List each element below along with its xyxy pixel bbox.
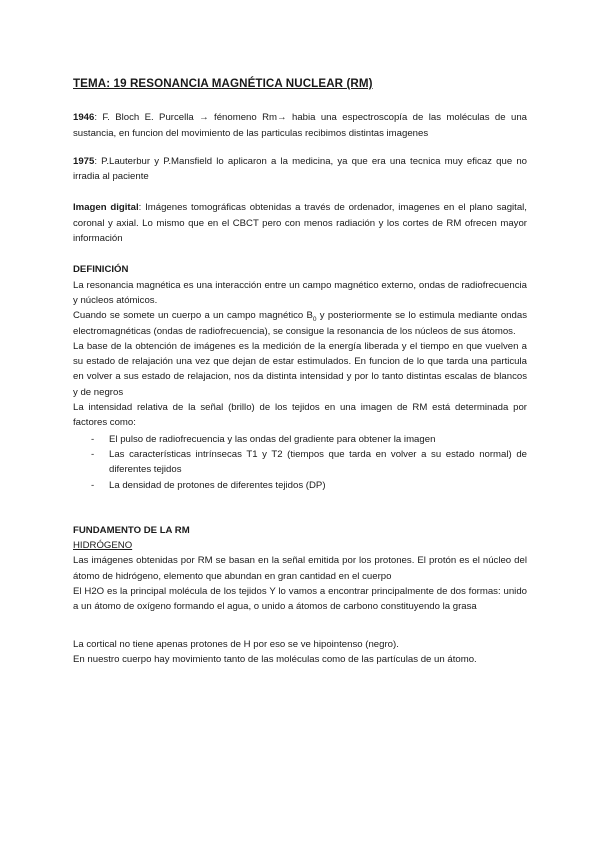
fundamento-paragraph-4: En nuestro cuerpo hay movimiento tanto de las moléculas como de las partículas de un átomo. xyxy=(73,653,477,665)
fundamento-heading: FUNDAMENTO DE LA RM xyxy=(73,524,190,536)
intro-1975-label: 1975 xyxy=(73,155,95,167)
factor-list-item: - Las características intrínsecas T1 y T2 (tiempos que tarda en volver a su estado normal) de diferentes tejidos xyxy=(73,447,527,478)
fundamento-paragraph-2: El H2O es la principal molécula de los tejidos Y lo vamos a encontrar principalmente de dos formas: unido a un átomo de oxígeno formando el agua, o unido a átomos de carbono constituyendo la grasa xyxy=(73,586,527,613)
document-body xyxy=(73,76,527,667)
factores-list xyxy=(73,432,527,493)
definicion-paragraph-4: La intensidad relativa de la señal (brillo) de los tejidos en una imagen de RM está determinada por factores como: xyxy=(73,402,527,429)
intro-1946-text: : F. Bloch E. Purcella → fénomeno Rm→ habia una espectroscopía de las moléculas de una sustancia, en funcion del movimiento de las particulas recibimos distintas imagenes xyxy=(73,112,527,139)
definicion-paragraph-2-after: y posteriormente se lo estimula mediante ondas electromagnéticas (ondas de radiofrecuencia), se consigue la resonancia de los núcleos de sus átomos. xyxy=(73,310,527,337)
definicion-paragraph-2-before: Cuando se somete un cuerpo a un campo magnético B xyxy=(73,310,313,322)
intro-1975 xyxy=(73,154,527,185)
intro-imagen-digital xyxy=(73,200,527,246)
hidrogeno-subheading: HIDRÓGENO xyxy=(73,540,133,552)
intro-1946 xyxy=(73,110,527,141)
factor-list-item: - La densidad de protones de diferentes tejidos (DP) xyxy=(73,478,527,493)
intro-1975-text: : P.Lauterbur y P.Mansfield lo aplicaron a la medicina, ya que era una tecnica muy eficaz que no irradia al paciente xyxy=(73,155,527,183)
definicion-paragraph-2 xyxy=(73,308,527,339)
factor-list-item: - El pulso de radiofrecuencia y las ondas del gradiente para obtener la imagen xyxy=(73,432,527,447)
intro-imagen-digital-text: : Imágenes tomográficas obtenidas a través de ordenador, imagenes en el plano sagital, coronal y axial. Lo mismo que en el CBCT pero con menos radiación y los cortes de RM ofrecen mayor información xyxy=(73,202,527,245)
intro-1946-label: 1946 xyxy=(73,112,95,124)
definicion-heading: DEFINICIÓN xyxy=(73,264,129,276)
document-title: TEMA: 19 RESONANCIA MAGNÉTICA NUCLEAR (RM) xyxy=(73,77,373,90)
definicion-paragraph-1: La resonancia magnética es una interacción entre un campo magnético externo, ondas de radiofrecuencia y núcleos atómicos. xyxy=(73,279,527,306)
intro-imagen-digital-label: Imagen digital xyxy=(73,202,139,214)
fundamento-paragraph-1: Las imágenes obtenidas por RM se basan en la señal emitida por los protones. El protón es el núcleo del átomo de hidrógeno, elemento que abundan en gran cantidad en el cuerpo xyxy=(73,555,527,582)
definicion-paragraph-2-subscript: 0 xyxy=(312,316,317,324)
definicion-paragraph-3: La base de la obtención de imágenes es la medición de la energía liberada y el tiempo en que vuelven a su estado de relajación una vez que dejan de estar estimulados. En funcion de lo que tarda una particula en volver a sus estado de relajacion, nos da distinta intensidad y por lo tanto distintas escalas de blancos y de negros xyxy=(73,340,527,398)
fundamento-paragraph-3: La cortical no tiene apenas protones de H por eso se ve hipointenso (negro). xyxy=(73,638,399,650)
